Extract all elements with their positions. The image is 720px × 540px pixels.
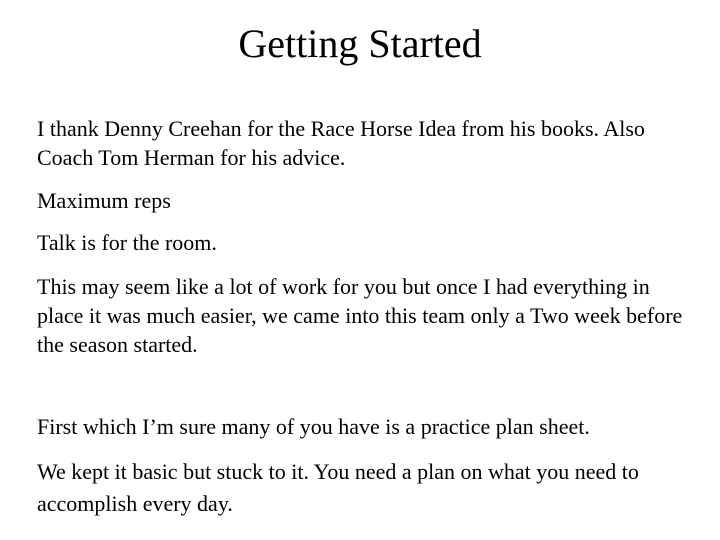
paragraph-maximum-reps: Maximum reps [37, 188, 171, 213]
paragraph-work-note: This may seem like a lot of work for you but once I had everything in place it was much easier, we came into this team only a Two week before the season started. [37, 274, 683, 357]
paragraph-practice-plan-sheet: First which I’m sure many of you have is a practice plan sheet. [37, 414, 590, 439]
paragraph-plan-advice: We kept it basic but stuck to it. You need a plan on what you need to accomplish every day. [37, 459, 639, 516]
paragraph-talk-room: Talk is for the room. [37, 230, 217, 255]
slide-title: Getting Started [238, 21, 482, 66]
paragraph-acknowledgement: I thank Denny Creehan for the Race Horse Idea from his books. Also Coach Tom Herman for his advice. [37, 116, 645, 170]
